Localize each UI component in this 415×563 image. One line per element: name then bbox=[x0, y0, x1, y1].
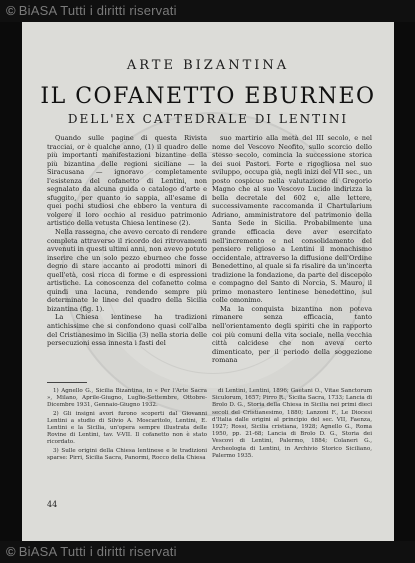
copyright-icon: © bbox=[6, 544, 16, 559]
page-number: 44 bbox=[47, 500, 58, 509]
watermark-bottom bbox=[6, 544, 177, 559]
article-title: IL COFANETTO EBURNEO bbox=[40, 84, 376, 109]
footnote: 2) Gli insigni avori furono scoperti dal Giovanni Lentini a studio di Silvio A. Moscaritolo, Lentini, E. Lentini e la Sicilia, un'opera sempre illustrata delle Rovine di Lentini, tav. V-VII. Il cofanetto non è stato ricordato. bbox=[47, 410, 207, 446]
footnote: 1) Agnello G., Sicilia Bizantina, in « Per l'Arte Sacra », Milano, Aprile-Giugno, Luglio-Settembre, Ottobre-Dicembre 1931, Gennaio-Giugno 1932. bbox=[47, 388, 207, 409]
watermark-band-bottom bbox=[0, 541, 415, 563]
footnote-divider bbox=[47, 382, 87, 383]
paragraph: Ma la conquista bizantina non poteva rimanere senza efficacia, tanto nell'orientamento degli spiriti che in rapporto coi più comuni della vita sociale, nella vecchia città calcidese che non aveva certo dimenticato, per il periodo della soggezione romana bbox=[212, 304, 372, 365]
paragraph: La Chiesa lentinese ha tradizioni antichissime che si confondono quasi coll'alba del Cristianesimo in Sicilia (3) nella storia delle persecuzioni essa innesta i fasti del bbox=[47, 313, 207, 348]
footnotes-left bbox=[47, 388, 207, 463]
paragraph: suo martirio alla metà del III secolo, e nel nome del Vescovo Neofito, sullo scorcio dello stesso secolo, comincia la successione storica dei suoi Pastori. Forte e rigogliosa nel suo sviluppo, occupa già, negli inizi del VII sec., un posto cospicuo nella valutazione di Gregorio Magno che al suo Vescovo Lucido indirizza la bella decretale del 602 e, alle lettere, successivamente raccomanda il Chartularium Adriano, amministratore del patrimonio della Santa Sede in Sicilia. Probabilmente una grande efficacia deve aver esercitato nell'incremento e nel consolidamento del pensiero religioso a Lentini il monachismo occidentale, attraverso la diffusione dell'Ordine Benedettino, al quale si fa risalire da un'incerta tradizione la fondazione, da parte del discepolo e compagno del Santo di Norcia, S. Mauro, il primo monastero lentinese benedettino, sul colle omonimo. bbox=[212, 134, 372, 305]
footnote: di Lentini, Lentini, 1896; Gaetani O., Vitae Sanctorum Siculorum, 1657; Pirro R., Sicilia Sacra, 1733; Lancia di Brolo D. G., Storia della Chiesa in Sicilia nei primi dieci secoli del Cristianesimo, 1880; Lanzoni F., Le Diocesi d'Italia dalle origini al principio del sec. VII, Faenza, 1927; Rossi, Sicilia cristiana, 1928; Agnello G., Roma 1950, pp. 21-68; Lancia di Brolo D. G., Storia dei Vescovi di Lentini, Palermo, 1884; Colaneri G., Archeologia di Lentini, in Archivio Storico Siciliano, Palermo 1935. bbox=[212, 388, 372, 459]
footnote: 3) Sulle origini della Chiesa lentinese e le tradizioni sparse: Pirri, Sicilia Sacra, Panormi, Rocco della Chiesa bbox=[47, 447, 207, 461]
section-kicker: ARTE BIZANTINA bbox=[126, 58, 290, 73]
body-column-right bbox=[212, 134, 372, 365]
paragraph: Quando sulle pagine di questa Rivista tracciai, or è qualche anno, (1) il quadro delle più importanti manifestazioni bizantine della più bizantina delle regioni siciliane — la Siracusana — ignoravo completamente l'esistenza del cofanetto di Lentini, non segnalato da alcuna guida o catalogo d'arte e sfuggito, per quanto io sappia, all'esame di quei pochi studiosi che ebbero la ventura di volgere il loro occhio al residuo patrimonio artistico della vetusta Chiesa lentinese (2). bbox=[47, 134, 207, 228]
watermark-top bbox=[6, 3, 177, 18]
copyright-icon: © bbox=[6, 3, 16, 18]
paragraph: Nella rassegna, che avevo cercato di rendere completa attraverso il ricordo dei ritrovamenti avvenuti in questi ultimi anni, non avevo potuto inserire che un solo pezzo eburneo che fosse degno di stare accanto ai prodotti minori di quell'età, così ricca di forme e di espressioni artistiche. La conoscenza del cofanetto colma quindi una lacuna, rendendo sempre più determinate le linee del quadro della Sicilia bizantina (fig. 1). bbox=[47, 228, 207, 313]
watermark-text-top: BiASA Tutti i diritti riservati bbox=[18, 3, 177, 18]
document-page bbox=[22, 22, 394, 541]
watermark-text-bottom: BiASA Tutti i diritti riservati bbox=[18, 544, 177, 559]
watermark-band-top bbox=[0, 0, 415, 22]
article-subtitle: DELL'EX CATTEDRALE DI LENTINI bbox=[67, 112, 349, 126]
footnotes-right bbox=[212, 388, 372, 461]
body-column-left bbox=[47, 134, 207, 348]
